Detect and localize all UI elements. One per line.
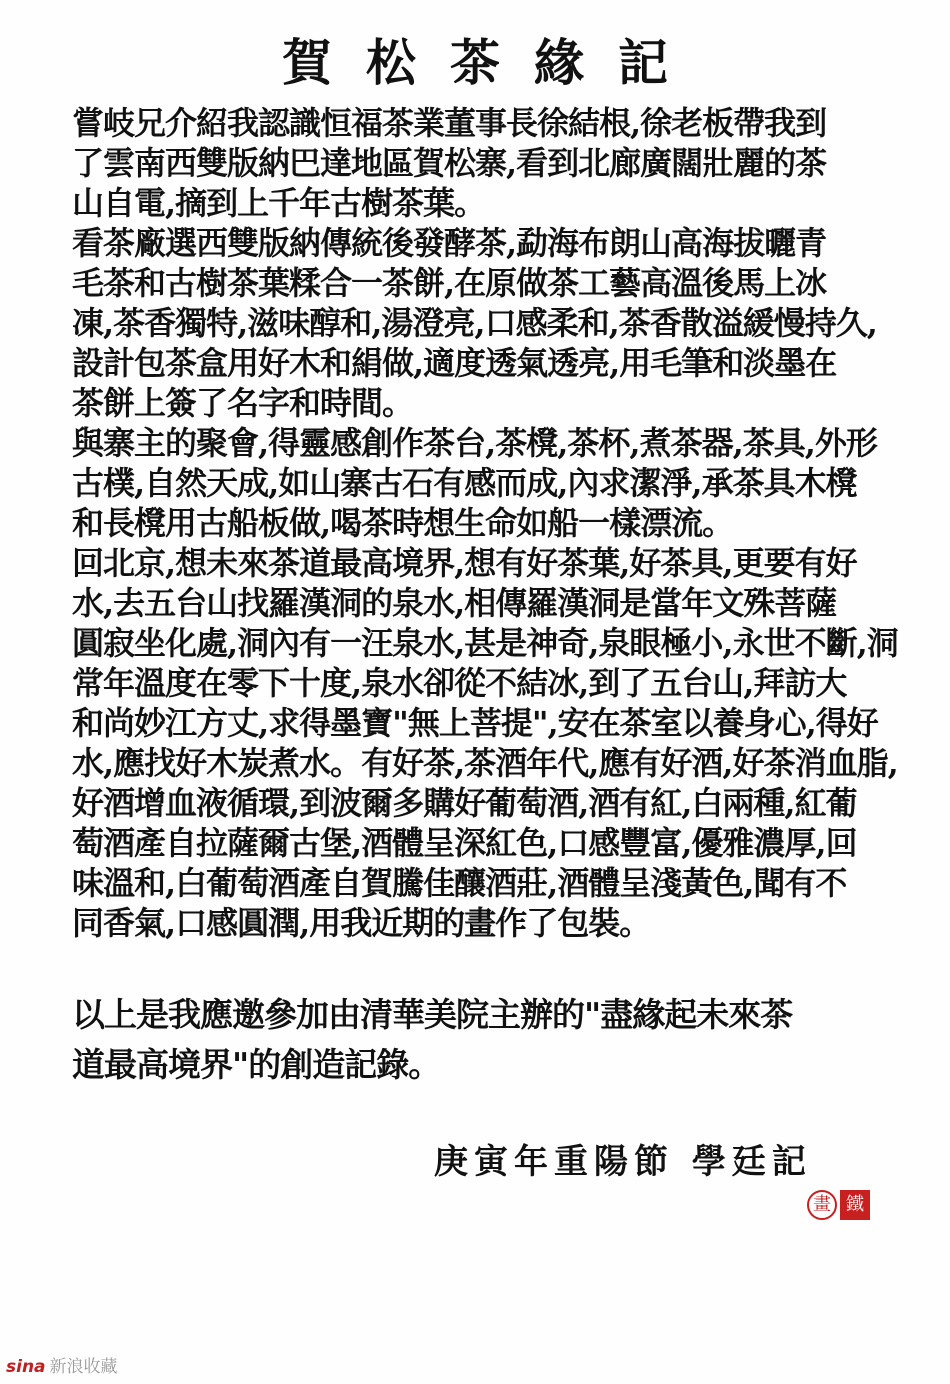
- body-text-line: 看茶廠選西雙版納傳統後發酵茶,勐海布朗山高海拔曬青: [72, 224, 827, 262]
- body-text-line: 水,應找好木炭煮水。有好茶,茶酒年代,應有好酒,好茶消血脂,: [72, 744, 898, 782]
- watermark: [6, 1356, 118, 1378]
- watermark-text: 新浪收藏: [49, 1357, 118, 1377]
- closing-text: [72, 990, 882, 1090]
- body-text-line: 毛茶和古樹茶葉糅合一茶餅,在原做茶工藝高溫後馬上冰: [72, 264, 827, 302]
- closing-text-line: 道最高境界"的創造記錄。: [72, 1045, 441, 1084]
- signature: 庚寅年重陽節 學廷記: [434, 1142, 812, 1182]
- body-text-line: 常年溫度在零下十度,泉水卻從不結冰,到了五台山,拜訪大: [72, 664, 847, 702]
- seal-stamp-left: 畫: [807, 1190, 837, 1220]
- body-text-line: 水,去五台山找羅漢洞的泉水,相傳羅漢洞是當年文殊菩薩: [72, 584, 837, 622]
- body-text-line: 回北京,想未來茶道最高境界,想有好茶葉,好茶具,更要有好: [72, 544, 857, 582]
- body-text: [72, 103, 898, 943]
- body-text-line: 和長櫈用古船板做,喝茶時想生命如船一樣漂流。: [72, 504, 734, 542]
- body-text-line: 嘗岐兄介紹我認識恒福茶業董事長徐結根,徐老板帶我到: [72, 104, 827, 142]
- body-text-line: 古樸,自然天成,如山寨古石有感而成,內求潔淨,承茶具木櫈: [72, 464, 857, 502]
- body-text-line: 萄酒產自拉薩爾古堡,酒體呈深紅色,口感豐富,優雅濃厚,回: [72, 824, 857, 862]
- document-title: 賀松茶緣記: [282, 33, 702, 92]
- body-text-line: 凍,茶香獨特,滋味醇和,湯澄亮,口感柔和,茶香散溢緩慢持久,: [72, 304, 877, 342]
- watermark-brand-logo: sina: [6, 1357, 46, 1377]
- body-text-line: 設計包茶盒用好木和絹做,適度透氣透亮,用毛筆和淡墨在: [72, 344, 837, 382]
- body-text-line: 和尚妙江方丈,求得墨寶"無上菩提",安在茶室以養身心,得好: [72, 704, 878, 742]
- seal-stamp-right: 鐵: [840, 1190, 870, 1220]
- body-text-line: 好酒增血液循環,到波爾多購好葡萄酒,酒有紅,白兩種,紅葡: [72, 784, 857, 822]
- body-text-line: 圓寂坐化處,洞內有一汪泉水,甚是神奇,泉眼極小,永世不斷,洞: [72, 624, 898, 662]
- body-text-line: 同香氣,口感圓潤,用我近期的畫作了包裝。: [72, 904, 651, 942]
- body-text-line: 山自電,摘到上千年古樹茶葉。: [72, 184, 486, 222]
- closing-text-line: 以上是我應邀參加由清華美院主辦的"盡緣起未來茶: [72, 995, 793, 1034]
- body-text-line: 與寨主的聚會,得靈感創作茶台,茶櫈,茶杯,煮茶器,茶具,外形: [72, 424, 877, 462]
- body-text-line: 了雲南西雙版納巴達地區賀松寨,看到北廊廣闊壯麗的茶: [72, 144, 827, 182]
- body-text-line: 茶餅上簽了名字和時間。: [72, 384, 414, 422]
- body-text-line: 味溫和,白葡萄酒產自賀騰佳釀酒莊,酒體呈淺黃色,聞有不: [72, 864, 847, 902]
